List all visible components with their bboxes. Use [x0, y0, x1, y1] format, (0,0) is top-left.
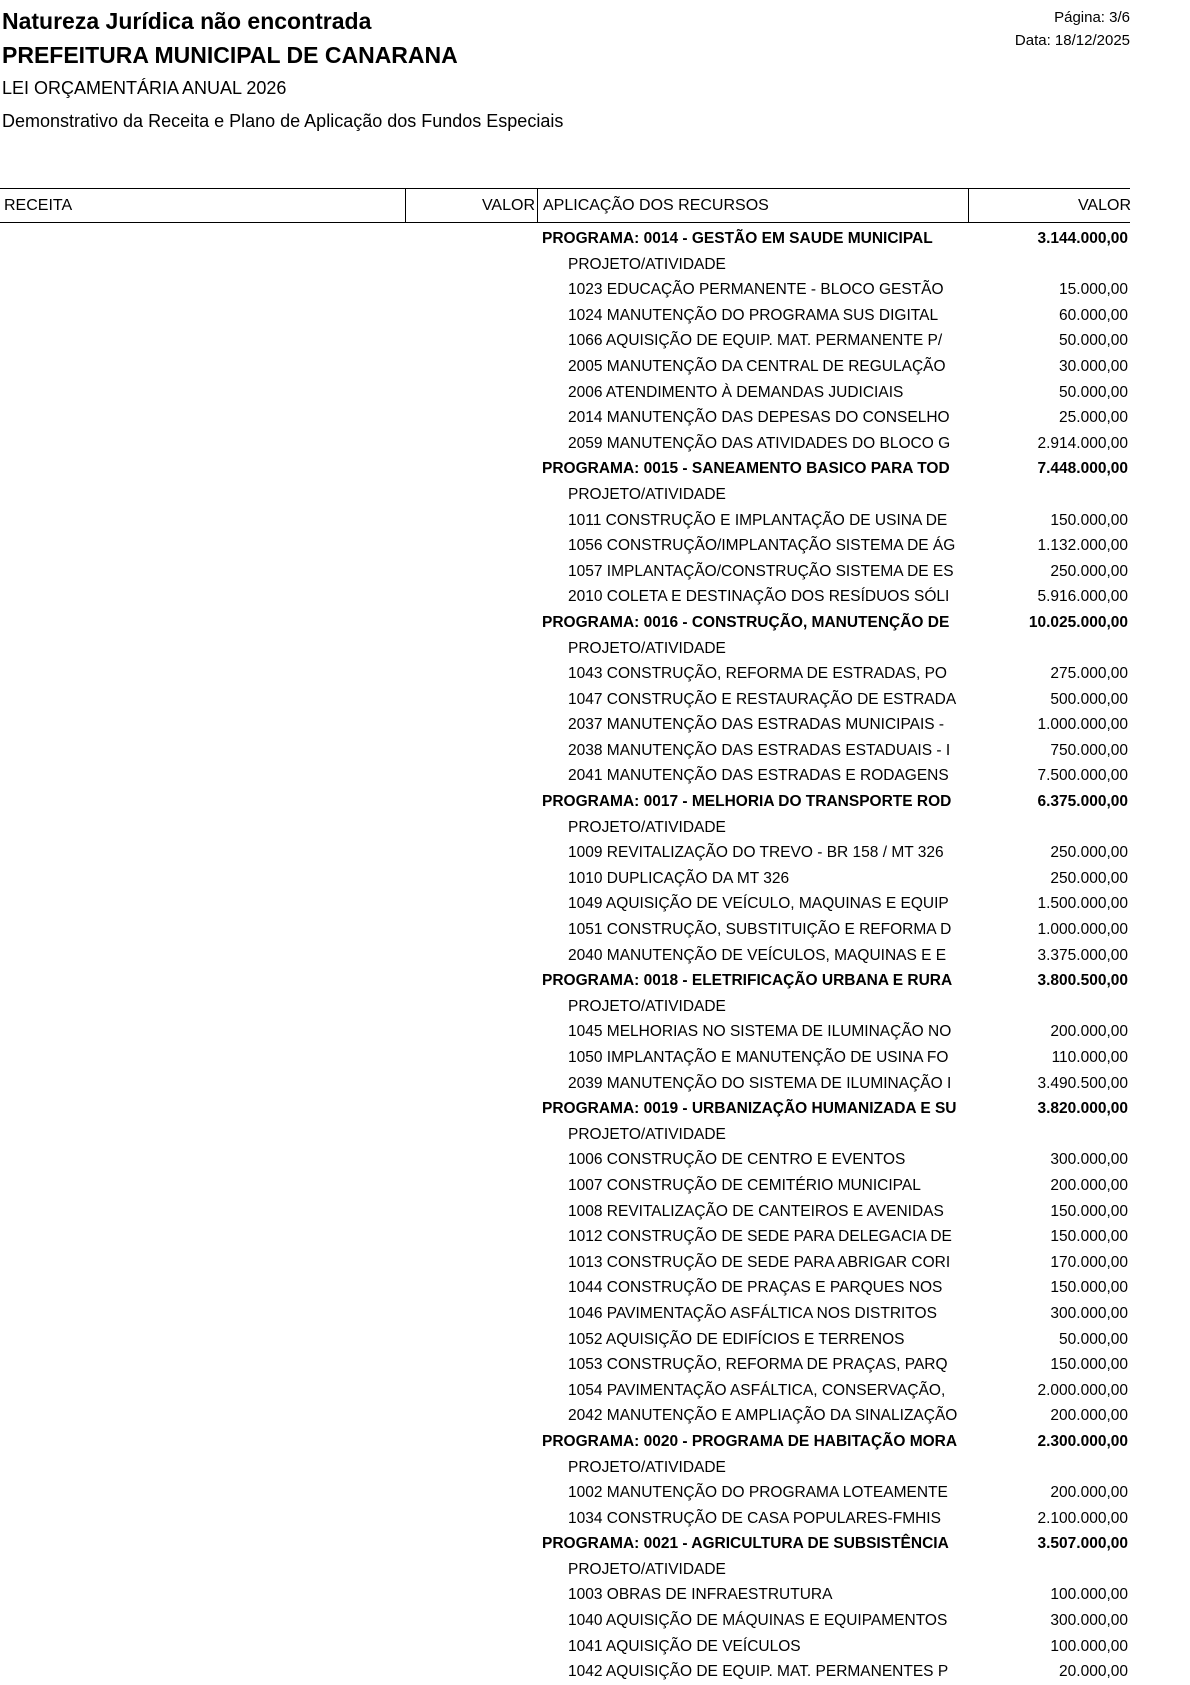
row-description: PROJETO/ATIVIDADE — [568, 639, 726, 657]
row-description: PROGRAMA: 0021 - AGRICULTURA DE SUBSISTÊNCIA — [542, 1535, 949, 1553]
table-row — [0, 1224, 1130, 1250]
table-row — [0, 891, 1130, 917]
page-number: Página: 3/6 — [1054, 9, 1130, 26]
row-description: PROGRAMA: 0015 - SANEAMENTO BASICO PARA TOD — [542, 460, 950, 478]
row-description: PROGRAMA: 0014 - GESTÃO EM SAUDE MUNICIPAL — [542, 230, 933, 247]
table-row — [0, 661, 1130, 687]
table-row — [0, 328, 1130, 354]
row-description: 1012 CONSTRUÇÃO DE SEDE PARA DELEGACIA DE — [568, 1228, 952, 1246]
report-title: Demonstrativo da Receita e Plano de Aplicação dos Fundos Especiais — [2, 111, 564, 131]
report-date: Data: 18/12/2025 — [1014, 32, 1130, 49]
table-row — [0, 1506, 1130, 1532]
row-description: 1006 CONSTRUÇÃO DE CENTRO E EVENTOS — [568, 1151, 906, 1169]
section-label-row — [0, 636, 1130, 662]
table-row — [0, 687, 1130, 713]
row-description: 1024 MANUTENÇÃO DO PROGRAMA SUS DIGITAL — [568, 306, 939, 324]
table-row — [0, 1199, 1130, 1225]
row-value: 1.132.000,00 — [1037, 537, 1128, 555]
table-row — [0, 354, 1130, 380]
row-description: 2038 MANUTENÇÃO DAS ESTRADAS ESTADUAIS - I — [568, 741, 951, 759]
table-row — [0, 1045, 1130, 1071]
row-value: 100.000,00 — [1050, 1637, 1128, 1655]
row-value: 500.000,00 — [1050, 690, 1128, 708]
row-value: 1.000.000,00 — [1037, 716, 1128, 734]
table-row — [0, 1378, 1130, 1404]
program-row — [0, 968, 1130, 994]
row-value: 300.000,00 — [1050, 1612, 1128, 1630]
row-value: 3.800.500,00 — [1037, 972, 1128, 990]
table-row — [0, 917, 1130, 943]
row-value: 15.000,00 — [1059, 281, 1128, 299]
table-row — [0, 303, 1130, 329]
table-row — [0, 763, 1130, 789]
row-description: 1054 PAVIMENTAÇÃO ASFÁLTICA, CONSERVAÇÃO, — [568, 1381, 946, 1399]
row-value: 3.820.000,00 — [1037, 1100, 1128, 1118]
table-row — [0, 1327, 1130, 1353]
row-value: 750.000,00 — [1050, 741, 1128, 759]
row-description: 1042 AQUISIÇÃO DE EQUIP. MAT. PERMANENTES P — [568, 1663, 949, 1681]
row-description: 2005 MANUTENÇÃO DA CENTRAL DE REGULAÇÃO — [568, 357, 946, 375]
row-value: 6.375.000,00 — [1037, 793, 1128, 811]
row-description: PROJETO/ATIVIDADE — [568, 818, 726, 836]
row-description: PROJETO/ATIVIDADE — [568, 997, 726, 1015]
row-description: 2010 COLETA E DESTINAÇÃO DOS RESÍDUOS SÓLI — [568, 588, 950, 606]
row-description: 2014 MANUTENÇÃO DAS DEPESAS DO CONSELHO — [568, 409, 950, 427]
row-value: 300.000,00 — [1050, 1304, 1128, 1322]
row-description: 1043 CONSTRUÇÃO, REFORMA DE ESTRADAS, PO — [568, 665, 947, 683]
table-row — [0, 380, 1130, 406]
col-aplicacao: APLICAÇÃO DOS RECURSOS — [543, 197, 769, 214]
row-value: 1.000.000,00 — [1037, 921, 1128, 939]
row-value: 150.000,00 — [1050, 511, 1128, 529]
table-row — [0, 712, 1130, 738]
table-row — [0, 1147, 1130, 1173]
row-value: 100.000,00 — [1050, 1586, 1128, 1604]
row-value: 200.000,00 — [1050, 1407, 1128, 1425]
table-row — [0, 1301, 1130, 1327]
row-description: 2042 MANUTENÇÃO E AMPLIAÇÃO DA SINALIZAÇÃO — [568, 1407, 958, 1425]
row-value: 150.000,00 — [1050, 1228, 1128, 1246]
section-label-row — [0, 1122, 1130, 1148]
row-description: 1047 CONSTRUÇÃO E RESTAURAÇÃO DE ESTRADA — [568, 690, 957, 708]
row-description: 1046 PAVIMENTAÇÃO ASFÁLTICA NOS DISTRITOS — [568, 1304, 937, 1322]
row-description: 1008 REVITALIZAÇÃO DE CANTEIROS E AVENIDAS — [568, 1202, 944, 1220]
row-description: 2037 MANUTENÇÃO DAS ESTRADAS MUNICIPAIS - — [568, 716, 945, 734]
program-row — [0, 610, 1130, 636]
row-value: 150.000,00 — [1050, 1356, 1128, 1374]
row-description: 1050 IMPLANTAÇÃO E MANUTENÇÃO DE USINA FO — [568, 1049, 949, 1066]
row-description: 1010 DUPLICAÇÃO DA MT 326 — [568, 869, 790, 887]
row-value: 25.000,00 — [1059, 409, 1128, 427]
table-row — [0, 1352, 1130, 1378]
program-row — [0, 226, 1130, 252]
row-description: 2006 ATENDIMENTO À DEMANDAS JUDICIAIS — [568, 383, 904, 401]
row-description: 1009 REVITALIZAÇÃO DO TREVO - BR 158 / MT 326 — [568, 844, 944, 862]
row-description: 2039 MANUTENÇÃO DO SISTEMA DE ILUMINAÇÃO I — [568, 1074, 952, 1092]
table-row — [0, 738, 1130, 764]
row-value: 20.000,00 — [1059, 1663, 1128, 1681]
row-description: 2041 MANUTENÇÃO DAS ESTRADAS E RODAGENS — [568, 767, 949, 785]
program-row — [0, 456, 1130, 482]
row-description: PROGRAMA: 0019 - URBANIZAÇÃO HUMANIZADA E SU — [542, 1100, 957, 1118]
row-value: 275.000,00 — [1050, 665, 1128, 683]
table-row — [0, 840, 1130, 866]
table-row — [0, 1634, 1130, 1660]
section-label-row — [0, 482, 1130, 508]
row-description: PROJETO/ATIVIDADE — [568, 255, 726, 273]
row-description: 1051 CONSTRUÇÃO, SUBSTITUIÇÃO E REFORMA D — [568, 921, 952, 939]
row-description: PROGRAMA: 0018 - ELETRIFICAÇÃO URBANA E RURA — [542, 972, 953, 990]
table-row — [0, 1173, 1130, 1199]
row-description: 1040 AQUISIÇÃO DE MÁQUINAS E EQUIPAMENTOS — [568, 1612, 948, 1630]
row-description: 1052 AQUISIÇÃO DE EDIFÍCIOS E TERRENOS — [568, 1330, 905, 1348]
program-row — [0, 789, 1130, 815]
col-valor-receita-label: VALOR — [481, 197, 535, 214]
row-description: PROGRAMA: 0020 - PROGRAMA DE HABITAÇÃO MORA — [542, 1432, 958, 1450]
table-row — [0, 1071, 1130, 1097]
row-value: 200.000,00 — [1050, 1023, 1128, 1041]
row-value: 300.000,00 — [1050, 1151, 1128, 1169]
row-description: 1023 EDUCAÇÃO PERMANENTE - BLOCO GESTÃO — [568, 281, 944, 299]
section-label-row — [0, 252, 1130, 278]
table-row — [0, 1275, 1130, 1301]
row-description: PROJETO/ATIVIDADE — [568, 1458, 726, 1476]
row-description: 1044 CONSTRUÇÃO DE PRAÇAS E PARQUES NOS — [568, 1279, 943, 1297]
row-value: 110.000,00 — [1051, 1049, 1128, 1066]
row-value: 50.000,00 — [1059, 1330, 1128, 1348]
table-row — [0, 533, 1130, 559]
row-description: 1066 AQUISIÇÃO DE EQUIP. MAT. PERMANENTE P/ — [568, 332, 943, 350]
table-row — [0, 1659, 1130, 1685]
table-row — [0, 1250, 1130, 1276]
table-row — [0, 1019, 1130, 1045]
entity-nature: Natureza Jurídica não encontrada — [2, 8, 372, 34]
table-row — [0, 405, 1130, 431]
table-row — [0, 559, 1130, 585]
row-description: 1041 AQUISIÇÃO DE VEÍCULOS — [568, 1637, 801, 1655]
row-value: 3.490.500,00 — [1037, 1074, 1128, 1092]
row-value: 5.916.000,00 — [1037, 588, 1128, 606]
program-row — [0, 1096, 1130, 1122]
row-value: 170.000,00 — [1050, 1253, 1128, 1271]
row-value: 150.000,00 — [1050, 1279, 1128, 1297]
row-value: 3.375.000,00 — [1037, 946, 1128, 964]
table-row — [0, 508, 1130, 534]
row-value: 2.914.000,00 — [1037, 434, 1128, 452]
program-row — [0, 1429, 1130, 1455]
col-valor-aplicacao: VALOR — [968, 189, 1131, 222]
section-label-row — [0, 994, 1130, 1020]
table-header — [0, 188, 1130, 223]
table-row — [0, 1480, 1130, 1506]
table-row — [0, 1582, 1130, 1608]
row-description: 1007 CONSTRUÇÃO DE CEMITÉRIO MUNICIPAL — [568, 1176, 921, 1194]
row-value: 50.000,00 — [1059, 383, 1128, 401]
section-label-row — [0, 815, 1130, 841]
report-meta — [1015, 6, 1130, 52]
row-description: PROJETO/ATIVIDADE — [568, 1125, 726, 1143]
law-title: LEI ORÇAMENTÁRIA ANUAL 2026 — [2, 78, 287, 98]
row-value: 250.000,00 — [1050, 562, 1128, 580]
program-row — [0, 1531, 1130, 1557]
table-row — [0, 1608, 1130, 1634]
row-value: 250.000,00 — [1050, 869, 1128, 887]
section-label-row — [0, 1557, 1130, 1583]
row-value: 150.000,00 — [1050, 1202, 1128, 1220]
section-label-row — [0, 1455, 1130, 1481]
table-row — [0, 431, 1130, 457]
row-description: 2040 MANUTENÇÃO DE VEÍCULOS, MAQUINAS E E — [568, 946, 947, 964]
row-description: PROGRAMA: 0016 - CONSTRUÇÃO, MANUTENÇÃO DE — [542, 613, 950, 631]
row-value: 7.500.000,00 — [1037, 767, 1128, 785]
row-description: 1056 CONSTRUÇÃO/IMPLANTAÇÃO SISTEMA DE ÁG — [568, 537, 956, 555]
row-description: 1049 AQUISIÇÃO DE VEÍCULO, MAQUINAS E EQUIP — [568, 895, 949, 913]
row-description: 1045 MELHORIAS NO SISTEMA DE ILUMINAÇÃO NO — [568, 1023, 952, 1041]
row-description: 1013 CONSTRUÇÃO DE SEDE PARA ABRIGAR CORI — [568, 1253, 951, 1271]
report-header — [2, 4, 563, 138]
table-row — [0, 943, 1130, 969]
row-value: 200.000,00 — [1050, 1176, 1128, 1194]
row-value: 10.025.000,00 — [1028, 613, 1128, 631]
row-value: 50.000,00 — [1059, 332, 1128, 350]
col-receita: RECEITA — [4, 197, 73, 214]
table-body — [0, 226, 1130, 1685]
row-value: 2.100.000,00 — [1037, 1509, 1128, 1527]
row-description: PROJETO/ATIVIDADE — [568, 1560, 726, 1578]
row-value: 30.000,00 — [1059, 357, 1128, 375]
col-valor-receita — [405, 189, 538, 222]
row-description: 1003 OBRAS DE INFRAESTRUTURA — [568, 1586, 833, 1604]
row-value: 3.144.000,00 — [1037, 230, 1128, 247]
row-value: 1.500.000,00 — [1037, 895, 1128, 913]
row-value: 2.300.000,00 — [1037, 1432, 1128, 1450]
row-description: 1057 IMPLANTAÇÃO/CONSTRUÇÃO SISTEMA DE ES — [568, 562, 954, 580]
row-value: 2.000.000,00 — [1037, 1381, 1128, 1399]
table-row — [0, 866, 1130, 892]
row-description: 1053 CONSTRUÇÃO, REFORMA DE PRAÇAS, PARQ — [568, 1356, 948, 1374]
row-value: 200.000,00 — [1050, 1484, 1128, 1502]
row-description: PROJETO/ATIVIDADE — [568, 485, 726, 503]
table-row — [0, 584, 1130, 610]
row-description: 1034 CONSTRUÇÃO DE CASA POPULARES-FMHIS — [568, 1509, 941, 1527]
row-value: 7.448.000,00 — [1037, 460, 1128, 478]
row-value: 250.000,00 — [1050, 844, 1128, 862]
municipality-title: PREFEITURA MUNICIPAL DE CANARANA — [2, 42, 458, 68]
row-description: 1011 CONSTRUÇÃO E IMPLANTAÇÃO DE USINA DE — [568, 511, 948, 529]
row-description: 1002 MANUTENÇÃO DO PROGRAMA LOTEAMENTE — [568, 1484, 948, 1502]
table-row — [0, 1403, 1130, 1429]
row-description: PROGRAMA: 0017 - MELHORIA DO TRANSPORTE ROD — [542, 793, 952, 811]
table-row — [0, 277, 1130, 303]
row-description: 2059 MANUTENÇÃO DAS ATIVIDADES DO BLOCO G — [568, 434, 951, 452]
row-value: 60.000,00 — [1059, 306, 1128, 324]
row-value: 3.507.000,00 — [1037, 1535, 1128, 1553]
